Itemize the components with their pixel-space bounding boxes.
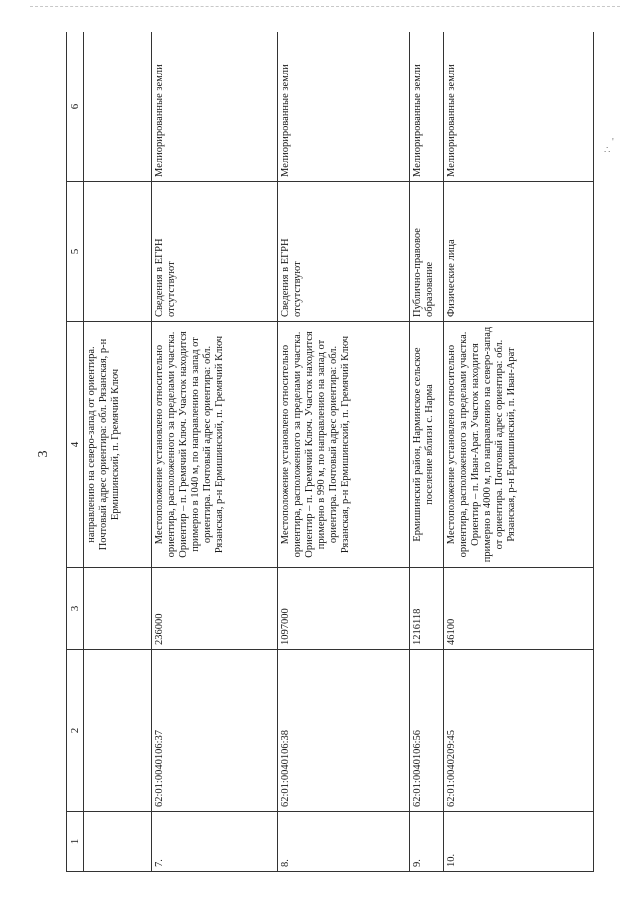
cell-owner: Сведения в ЕГРН отсутствуют bbox=[278, 182, 410, 322]
table-row bbox=[278, 32, 410, 872]
cell-area bbox=[84, 568, 152, 650]
cell-cadastral: 62:01:0040106:56 bbox=[410, 650, 444, 812]
cell-cadastral: 62:01:0040209:45 bbox=[444, 650, 594, 812]
cell-area: 46100 bbox=[444, 568, 594, 650]
cell-num: 7. bbox=[152, 812, 278, 872]
land-plots-table-container bbox=[66, 32, 594, 872]
header-col-6: 6 bbox=[67, 32, 84, 182]
cell-owner: Физические лица bbox=[444, 182, 594, 322]
header-col-3: 3 bbox=[67, 568, 84, 650]
cell-location: направлению на северо-запад от ориентира. Почтовый адрес ориентира: обл. Рязанская, р-н Ермишинский, п. Гремячий Ключ bbox=[84, 322, 152, 568]
table-rotation-frame bbox=[66, 32, 594, 872]
table-row bbox=[410, 32, 444, 872]
cell-category bbox=[84, 32, 152, 182]
table-row bbox=[152, 32, 278, 872]
cell-cadastral: 62:01:0040106:38 bbox=[278, 650, 410, 812]
cell-num bbox=[84, 812, 152, 872]
header-col-2: 2 bbox=[67, 650, 84, 812]
header-col-4: 4 bbox=[67, 322, 84, 568]
cell-category: Мелиорированные земли bbox=[152, 32, 278, 182]
cell-owner: Сведения в ЕГРН отсутствуют bbox=[152, 182, 278, 322]
cell-location: Местоположение установлено относительно ориентира, расположенного за пределами участка. Ориентир – п. Гремячий Ключ. Участок находится примерно в 1040 м, по направлению на запад от ориентира. Почтовый адрес ориентира: обл. Рязанская, р-н Ермишинский, п. Гремячий Ключ bbox=[152, 322, 278, 568]
scan-mark: ∴ bbox=[604, 145, 611, 156]
header-col-5: 5 bbox=[67, 182, 84, 322]
land-plots-table bbox=[66, 32, 594, 872]
cell-num: 10. bbox=[444, 812, 594, 872]
scan-mark: ' bbox=[612, 137, 614, 148]
cell-owner: Публично-правовое образование bbox=[410, 182, 444, 322]
cell-cadastral bbox=[84, 650, 152, 812]
cell-location: Ермишинский район, Нарминское сельское поселение вблизи с. Нарма bbox=[410, 322, 444, 568]
page-number: 3 bbox=[36, 450, 51, 458]
scan-top-edge bbox=[30, 6, 620, 7]
cell-area: 1097000 bbox=[278, 568, 410, 650]
table-row-continuation bbox=[84, 32, 152, 872]
cell-area: 236000 bbox=[152, 568, 278, 650]
cell-category: Мелиорированные земли bbox=[410, 32, 444, 182]
cell-category: Мелиорированные земли bbox=[444, 32, 594, 182]
table-row bbox=[444, 32, 594, 872]
cell-location: Местоположение установлено относительно ориентира, расположенного за пределами участка. Ориентир – п. Гремячий Ключ. Участок находится примерно в 990 м, по направлению на запад от ориентира. Почтовый адрес ориентира: обл. Рязанская, р-н Ермишинский, п. Гремячий Ключ bbox=[278, 322, 410, 568]
cell-location: Местоположение установлено относительно ориентира, расположенного за пределами участка. Ориентир – п. Иван-Арат. Участок находится примерно в 4000 м, по направлению на северо-запад от ориентира. Почтовый адрес ориентира: обл. Рязанская, р-н Ермишинский, п. Иван-Арат bbox=[444, 322, 594, 568]
cell-area: 1216118 bbox=[410, 568, 444, 650]
header-col-1: 1 bbox=[67, 812, 84, 872]
cell-num: 8. bbox=[278, 812, 410, 872]
cell-owner bbox=[84, 182, 152, 322]
cell-num: 9. bbox=[410, 812, 444, 872]
table-header-row bbox=[67, 32, 84, 872]
cell-category: Мелиорированные земли bbox=[278, 32, 410, 182]
cell-cadastral: 62:01:0040106:37 bbox=[152, 650, 278, 812]
